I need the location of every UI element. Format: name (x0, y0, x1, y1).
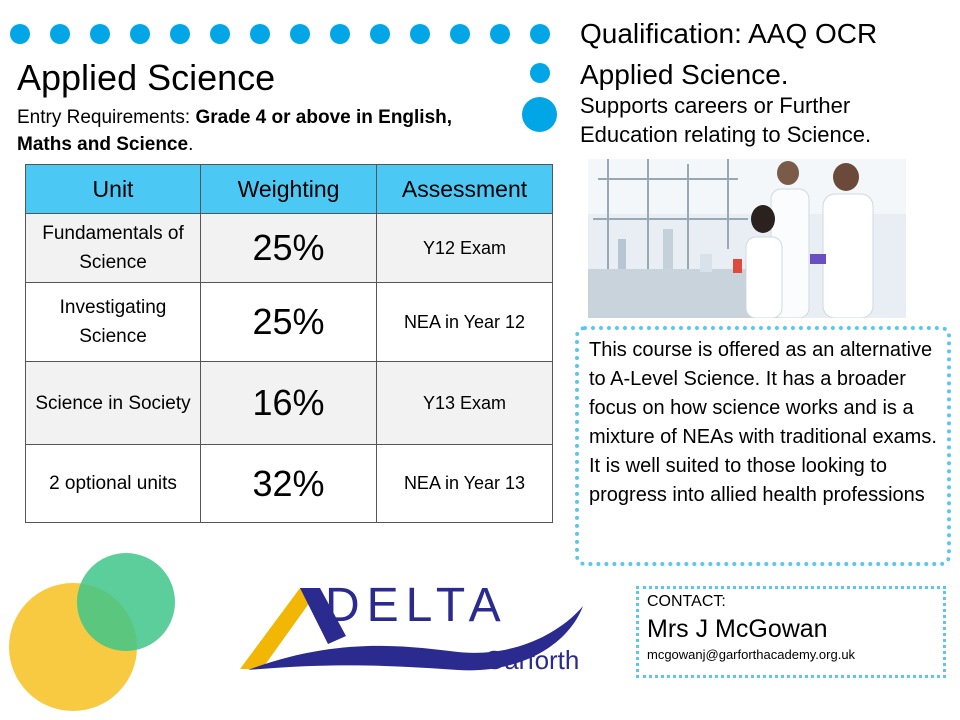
laboratory-photo (588, 159, 906, 318)
decorative-dot (10, 24, 30, 44)
table-row (26, 283, 553, 362)
contact-box (636, 586, 946, 678)
careers-statement: Supports careers or Further Education relating to Science. (580, 93, 872, 147)
decorative-dot (290, 24, 310, 44)
unit-cell: Investigating Science (26, 283, 201, 362)
column-header-unit: Unit (26, 165, 201, 214)
weighting-cell: 32% (201, 445, 377, 523)
decorative-dot (490, 24, 510, 44)
decorative-dot (210, 24, 230, 44)
assessment-cell: Y12 Exam (377, 214, 553, 283)
weighting-cell: 25% (201, 214, 377, 283)
table-header-row (26, 165, 553, 214)
decorative-dot (130, 24, 150, 44)
assessment-cell: Y13 Exam (377, 362, 553, 445)
table-row (26, 214, 553, 283)
decorative-dot (50, 24, 70, 44)
decorative-dot (450, 24, 470, 44)
entry-requirements-value: Grade 4 or above in English, Maths and Science (17, 107, 453, 155)
decorative-dot (410, 24, 430, 44)
units-table (25, 164, 553, 523)
decorative-dot (330, 24, 350, 44)
entry-requirements (17, 104, 457, 158)
logo-subtitle: Garforth (484, 645, 580, 675)
column-header-weighting: Weighting (201, 165, 377, 214)
weighting-cell: 16% (201, 362, 377, 445)
decorative-dot (250, 24, 270, 44)
course-description: This course is offered as an alternative to A-Level Science. It has a broader focus on how science works and is a mixture of NEAs with traditional exams. It is well suited to those looking to progress into allied health professions (589, 339, 937, 506)
logo-wordmark: DELTA (325, 579, 508, 632)
contact-name: Mrs J McGowan (647, 615, 828, 643)
column-header-assessment: Assessment (377, 165, 553, 214)
unit-cell: 2 optional units (26, 445, 201, 523)
qualification-subject: Applied Science. (580, 59, 789, 90)
entry-requirements-label: Entry Requirements: (17, 107, 196, 128)
course-description-box (575, 326, 951, 566)
assessment-cell: NEA in Year 13 (377, 445, 553, 523)
qualification-name: AAQ OCR (748, 18, 878, 49)
table-row (26, 362, 553, 445)
decorative-dot (530, 63, 550, 83)
contact-label: CONTACT: (647, 593, 726, 610)
page-title: Applied Science (17, 57, 276, 98)
decorative-dot (530, 24, 550, 44)
decorative-dot (90, 24, 110, 44)
qualification-label: Qualification: (580, 18, 749, 49)
assessment-cell: NEA in Year 12 (377, 283, 553, 362)
unit-cell: Science in Society (26, 362, 201, 445)
decorative-dot-large (522, 97, 557, 132)
weighting-cell: 25% (201, 283, 377, 362)
decorative-dot (370, 24, 390, 44)
entry-requirements-end: . (188, 134, 194, 155)
green-circle (77, 553, 175, 651)
decorative-circles (0, 550, 200, 720)
unit-cell: Fundamentals of Science (26, 214, 201, 283)
table-row (26, 445, 553, 523)
contact-email[interactable]: mcgowanj@garforthacademy.org.uk (647, 647, 856, 662)
qualification-line (580, 14, 877, 54)
decorative-dot (170, 24, 190, 44)
